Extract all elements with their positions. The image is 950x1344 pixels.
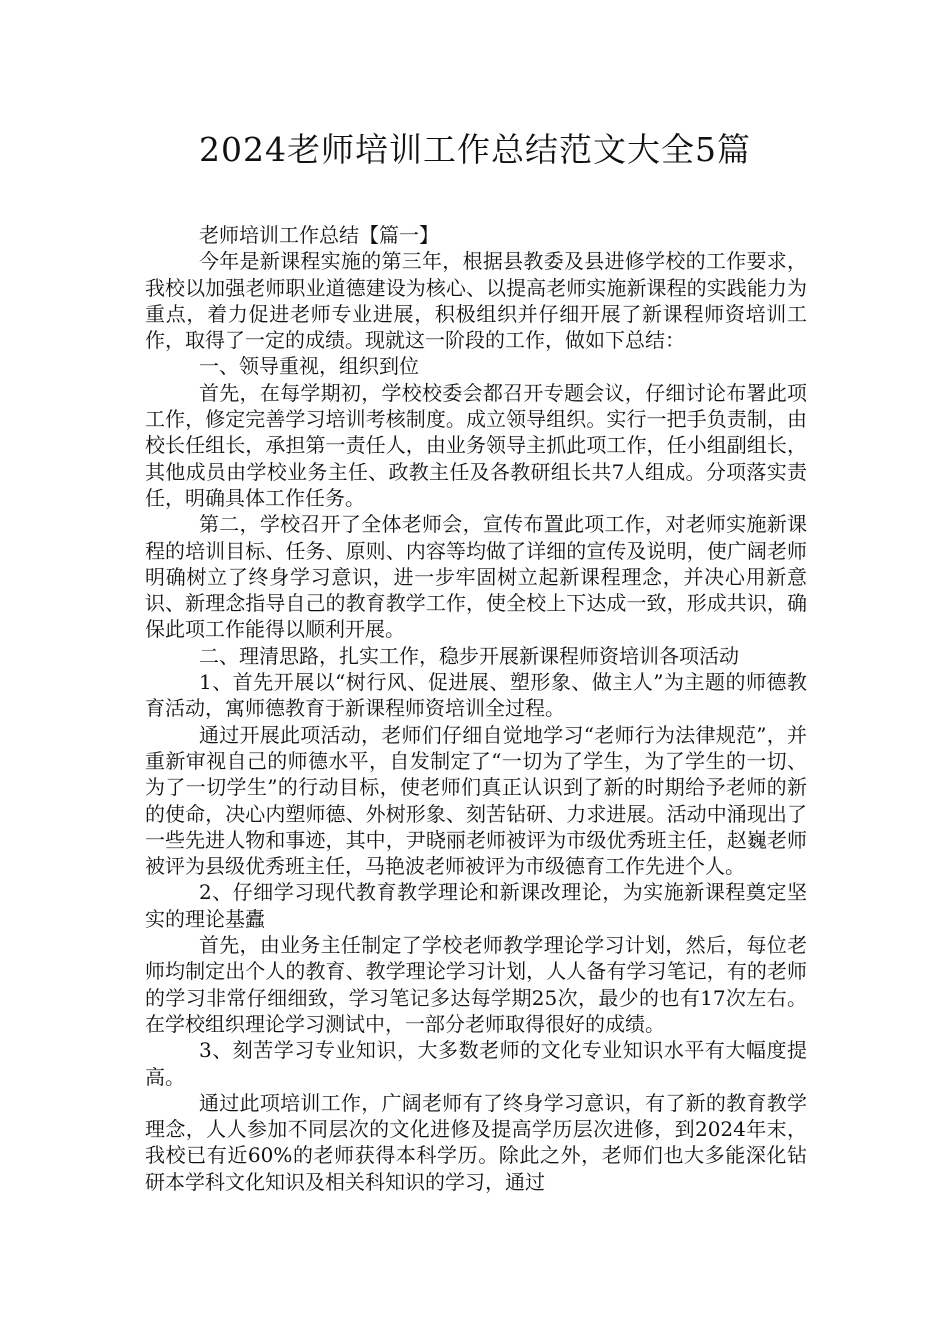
document-body <box>145 222 807 1195</box>
section-heading-leadership: 一、领导重视，组织到位 <box>199 354 419 379</box>
paragraph-training-results: 通过此项培训工作，广阔老师有了终身学习意识，有了新的教育教学理念，人人参加不同层次的文化进修及提高学历层次进修，到2024年末，我校已有近60%的老师获得本科学历。除此之外，老师们也大多能深化钻研本学科文化知识及相关科知识的学习，通过 <box>145 1090 807 1194</box>
paragraph-ethics-activity: 通过开展此项活动，老师们仔细自觉地学习“老师行为法律规范”，并重新审视自己的师德水平，自发制定了“一切为了学生，为了学生的一切、为了一切学生”的行动目标，使老师们真正认识到了新的时期给予老师的新的使命，决心内塑师德、外树形象、刻苦钻研、力求进展。活动中涌现出了一些先进人物和事迹，其中，尹晓丽老师被评为市级优秀班主任，赵巍老师被评为县级优秀班主任，马艳波老师被评为市级德育工作先进个人。 <box>145 722 807 879</box>
paragraph-second-step: 第二，学校召开了全体老师会，宣传布置此项工作，对老师实施新课程的培训目标、任务、原则、内容等均做了详细的宣传及说明，使广阔老师明确树立了终身学习意识，进一步牢固树立起新课程理念，并决心用新意识、新理念指导自己的教育教学工作，使全校上下达成一致，形成共识，确保此项工作能得以顺利开展。 <box>145 512 807 642</box>
paragraph-theory-study: 首先，由业务主任制定了学校老师教学理论学习计划，然后，每位老师均制定出个人的教育、教学理论学习计划，人人备有学习笔记，有的老师的学习非常仔细细致，学习笔记多达每学期25次，最少的也有17次左右。在学校组织理论学习测试中，一部分老师取得很好的成绩。 <box>145 933 807 1036</box>
paragraph-first-step: 首先，在每学期初，学校校委会都召开专题会议，仔细讨论布署此项工作，修定完善学习培训考核制度。成立领导组织。实行一把手负责制，由校长任组长，承担第一责任人，由业务领导主抓此项工作，任小组副组长，其他成员由学校业务主任、政教主任及各教研组长共7人组成。分项落实责任，明确具体工作任务。 <box>145 380 807 510</box>
paragraph-item-2: 2、仔细学习现代教育教学理论和新课改理论，为实施新课程奠定坚实的理论基蠹 <box>145 880 807 931</box>
section-heading-approach: 二、理清思路，扎实工作，稳步开展新课程师资培训各项活动 <box>199 643 739 668</box>
section-heading-part-one: 老师培训工作总结【篇一】 <box>199 223 439 247</box>
document-title: 2024老师培训工作总结范文大全5篇 <box>199 130 751 169</box>
paragraph-item-3: 3、刻苦学习专业知识，大多数老师的文化专业知识水平有大幅度提高。 <box>145 1038 807 1089</box>
paragraph-intro: 今年是新课程实施的第三年，根据县教委及县进修学校的工作要求，我校以加强老师职业道德建设为核心、以提高老师实施新课程的实践能力为重点，着力促进老师专业进展，积极组织并仔细开展了新课程师资培训工作，取得了一定的成绩。现就这一阶段的工作，做如下总结： <box>145 249 807 353</box>
paragraph-item-1: 1、首先开展以“树行风、促进展、塑形象、做主人”为主题的师德教育活动，寓师德教育于新课程师资培训全过程。 <box>145 670 807 721</box>
